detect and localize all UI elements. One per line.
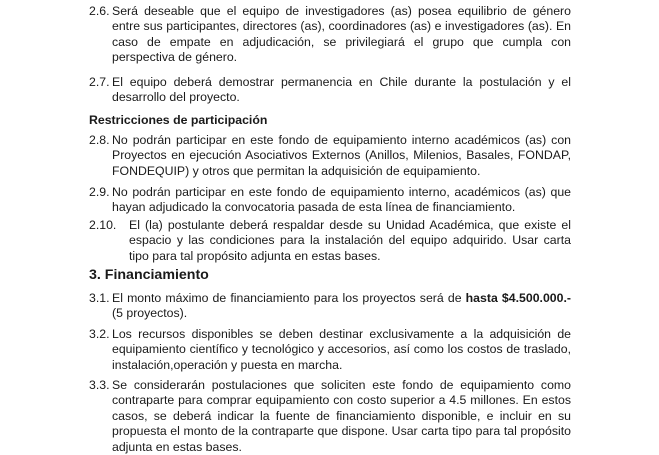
clause-text: El equipo deberá demostrar permanencia en Chile durante la postulación y el desarrollo del proyecto. xyxy=(112,75,571,105)
clause-text: No podrán participar en este fondo de equipamiento interno académicos (as) con Proyectos en ejecución Asociativos Externos (Anillos, Milenios, Basales, FONDAP, FONDEQUIP) y otros que permitan la adquisición de equipamiento. xyxy=(112,133,571,178)
clause-2-9 xyxy=(89,185,571,216)
clause-2-7 xyxy=(89,75,571,106)
clause-text-after: (5 proyectos). xyxy=(112,306,188,321)
clause-text: No podrán participar en este fondo de equipamiento interno, académicos (as) que hayan adjudicado la convocatoria pasada de esta línea de financiamiento. xyxy=(112,185,571,215)
clause-2-10 xyxy=(89,218,571,264)
clause-text: Los recursos disponibles se deben destinar exclusivamente a la adquisición de equipamiento científico y tecnológico y accesorios, así como los costos de traslado, instalación,operación y puesta en marcha. xyxy=(112,327,571,372)
funding-amount: hasta $4.500.000.- xyxy=(465,291,571,305)
clause-3-2 xyxy=(89,327,571,373)
clause-number: 3.1. xyxy=(89,291,110,305)
clause-2-8 xyxy=(89,133,571,179)
clause-text: Será deseable que el equipo de investigadores (as) posea equilibrio de género entre sus participantes, directores (as), coordinadores (as) e investigadores (as). En caso de empate en adjudicación, se privilegiará el grupo que cumpla con perspectiva de género. xyxy=(112,4,571,65)
clause-3-3 xyxy=(89,378,571,455)
clause-text-before: El monto máximo de financiamiento para los proyectos será de xyxy=(112,291,466,305)
clause-text: Se considerarán postulaciones que soliciten este fondo de equipamiento como contraparte para comprar equipamiento con costo superior a 4.5 millones. En estos casos, se deberá indicar la fuente de financiamiento disponible, e incluir en su propuesta el monto de la contraparte que dispone. Usar carta tipo para tal propósito adjunta en estas bases. xyxy=(112,378,571,454)
restrictions-heading: Restricciones de participación xyxy=(89,113,268,127)
clause-number: 2.8. xyxy=(89,133,110,147)
clause-number: 3.2. xyxy=(89,327,110,341)
clause-text: El (la) postulante deberá respaldar desde su Unidad Académica, que existe el espacio y las condiciones para la instalación del equipo adquirido. Usar carta tipo para tal propósito adjunta en estas bases. xyxy=(129,218,571,263)
clause-number: 2.10. xyxy=(89,218,117,232)
clause-number: 2.9. xyxy=(89,185,110,199)
clause-number: 2.7. xyxy=(89,75,110,89)
clause-number: 2.6. xyxy=(89,4,110,18)
clause-text xyxy=(89,291,571,322)
clause-2-6 xyxy=(89,4,571,66)
section-3-heading: 3. Financiamiento xyxy=(89,267,209,283)
clause-number: 3.3. xyxy=(89,378,110,392)
clause-3-1 xyxy=(89,291,571,322)
